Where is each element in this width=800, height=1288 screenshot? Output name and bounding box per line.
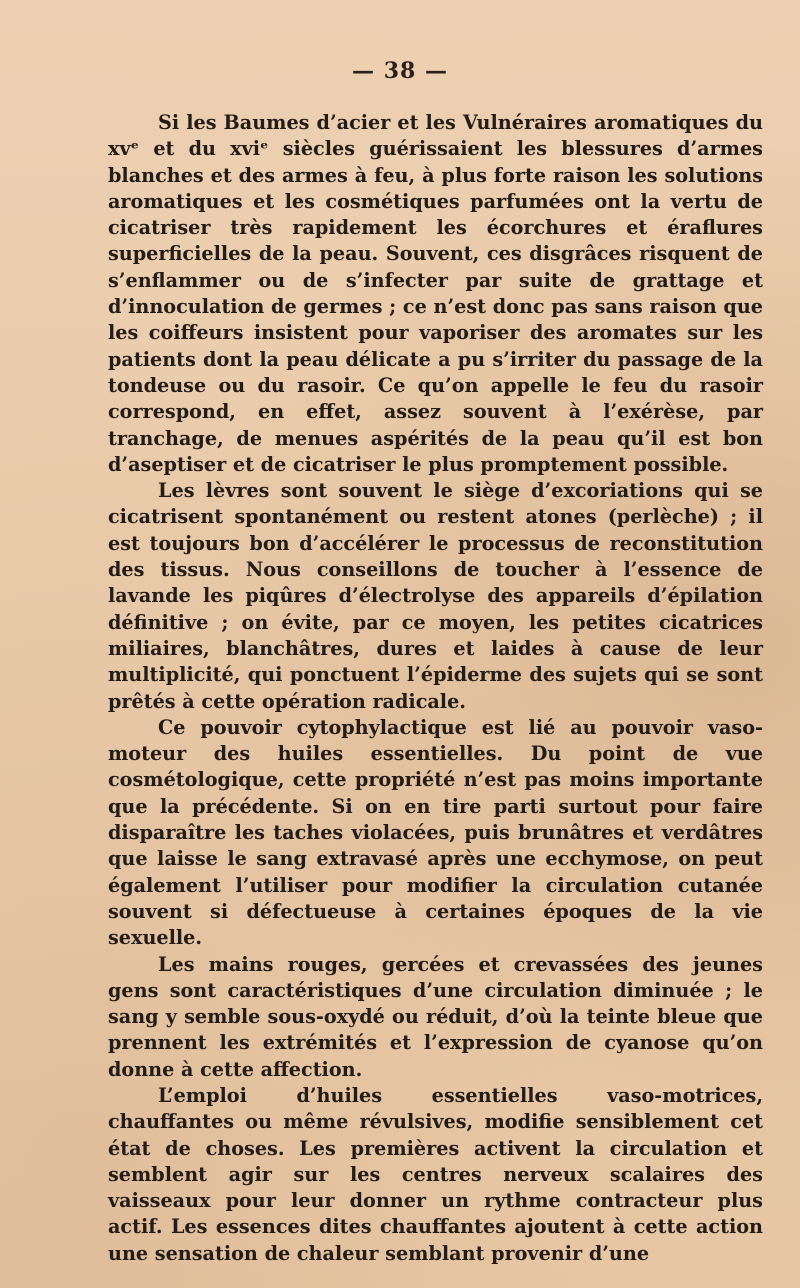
paragraph-2: Les lèvres sont souvent le siège d’excoriations qui se cicatrisent spontanément ou restent atones (perlèche) ; il est toujours bon d’accélérer le processus de reconstitution des tissus. Nous conseillons de toucher à l’essence de lavande les piqûres d’électrolyse des appareils d’épilation définitive ; on évite, par ce moyen, les petites cicatrices miliaires, blanchâtres, dures et laides à cause de leur multiplicité, qui ponctuent l’épiderme des sujets qui se sont prêtés à cette opération radicale.: [108, 479, 763, 713]
page-number: — 38 —: [352, 58, 448, 84]
paragraph-1: Si les Baumes d’acier et les Vulnéraires aromatiques du xvᵉ et du xviᵉ siècles guérissaient les blessures d’armes blanches et des armes à feu, à plus forte raison les solutions aromatiques et les cosmétiques parfumées ont la vertu de cicatriser très rapidement les écorchures et éraflures superficielles de la peau. Souvent, ces disgrâces risquent de s’enflammer ou de s’infecter par suite de grattage et d’innoculation de germes ; ce n’est donc pas sans raison que les coiffeurs insistent pour vaporiser des aromates sur les patients dont la peau délicate a pu s’irriter du passage de la tondeuse ou du rasoir. Ce qu’on appelle le feu du rasoir correspond, en effet, assez souvent à l’exérèse, par tranchage, de menues aspérités de la peau qu’il est bon d’aseptiser et de cicatriser le plus promptement possible.: [108, 111, 763, 476]
paragraph-5: L’emploi d’huiles essentielles vaso-motrices, chauffantes ou même révulsives, modifie sensiblement cet état de choses. Les premières activent la circulation et semblent agir sur les centres nerveux scalaires des vaisseaux pour leur donner un rythme contracteur plus actif. Les essences dites chauffantes ajoutent à cette action une sensation de chaleur semblant provenir d’une: [108, 1083, 763, 1265]
body-text: [108, 110, 763, 1267]
paragraph-3: Ce pouvoir cytophylactique est lié au pouvoir vaso-moteur des huiles essentielles. Du point de vue cosmétologique, cette propriété n’est pas moins importante que la précédente. Si on en tire parti surtout pour faire disparaître les taches violacées, puis brunâtres et verdâtres que laisse le sang extravasé après une ecchymose, on peut également l’utiliser pour modifier la circulation cutanée souvent si défectueuse à certaines époques de la vie sexuelle.: [108, 715, 763, 950]
paragraph-4: Les mains rouges, gercées et crevassées des jeunes gens sont caractéristiques d’une circulation diminuée ; le sang y semble sous-oxydé ou réduit, d’où la teinte bleue que prennent les extrémités et l’expression de cyanose qu’on donne à cette affection.: [108, 952, 763, 1081]
